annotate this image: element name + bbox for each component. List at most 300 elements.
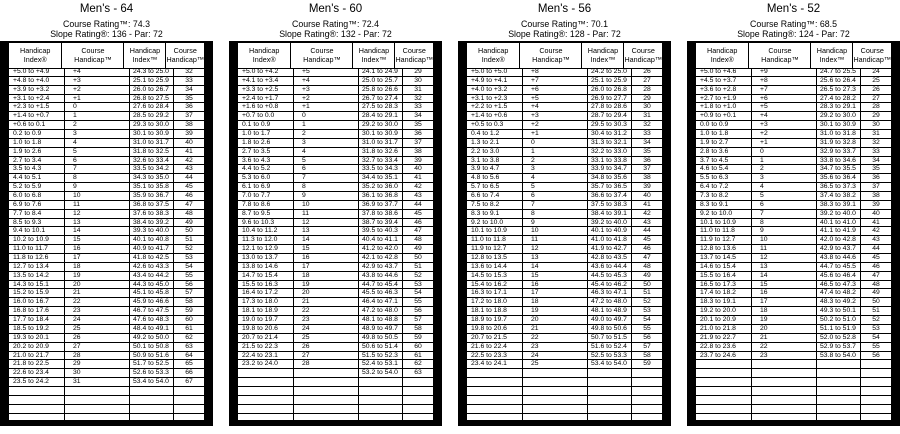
handicap-index-cell: 1.0 to 1.8 [696, 130, 752, 138]
table-row [9, 68, 204, 77]
handicap-index-cell: 1.0 to 1.8 [9, 139, 65, 147]
header-handicap-index-2: Handicap Index™ [582, 43, 624, 68]
table-header [467, 43, 662, 69]
handicap-index-cell: 25.1 to 25.9 [588, 77, 632, 85]
handicap-index-cell: 23.4 to 24.1 [467, 360, 523, 368]
handicap-index-cell: 26.9 to 27.7 [588, 95, 632, 103]
course-handicap-cell: 54 [185, 262, 193, 270]
table-row [238, 378, 433, 387]
course-handicap-cell [632, 378, 662, 386]
handicap-index-cell: +0.6 to 0.1 [9, 121, 65, 129]
course-handicap-cell: 52 [185, 245, 193, 253]
handicap-index-cell: 46.3 to 47.1 [588, 289, 632, 297]
table-row [467, 103, 662, 112]
header-course-handicap-2: Course Handicap™ [395, 46, 434, 64]
table-row [696, 86, 891, 95]
course-handicap-cell: 33 [414, 103, 422, 111]
handicap-index-cell: 50.6 to 51.4 [359, 343, 403, 351]
course-handicap-cell: 30 [872, 121, 880, 129]
table-row [696, 334, 891, 343]
handicap-index-cell: 23.7 to 24.6 [696, 352, 752, 360]
handicap-index-cell: 24.3 to 25.0 [130, 68, 174, 76]
right-border-bar [891, 43, 898, 424]
course-handicap-cell: 53 [872, 324, 880, 332]
handicap-index-cell [588, 405, 632, 413]
course-handicap-cell: 52 [414, 271, 422, 279]
handicap-index-cell: 12.8 to 13.6 [696, 245, 752, 253]
header-course-handicap: Course Handicap™ [291, 43, 353, 68]
course-handicap-cell: 22 [65, 298, 130, 306]
course-handicap-cell: 40 [185, 138, 193, 146]
table-row [696, 95, 891, 104]
course-handicap-cell: +8 [752, 77, 817, 85]
handicap-index-cell [238, 396, 294, 404]
course-handicap-cell [861, 378, 891, 386]
course-handicap-cell: 42 [643, 209, 651, 217]
handicap-index-cell: 21.0 to 21.8 [696, 325, 752, 333]
table-title: Men's - 52 [766, 3, 821, 15]
course-handicap-cell: 3 [294, 139, 359, 147]
handicap-index-cell: 28.7 to 29.4 [588, 112, 632, 120]
course-handicap-cell: 23 [752, 352, 817, 360]
course-handicap-cell: 51 [185, 236, 193, 244]
bottom-border-bar [2, 420, 211, 424]
handicap-index-cell: 52.5 to 53.3 [588, 352, 632, 360]
table-row [238, 68, 433, 77]
handicap-index-cell: 47.2 to 48.0 [359, 307, 403, 315]
course-handicap-cell: 47 [872, 271, 880, 279]
handicap-index-cell: 48.4 to 49.1 [130, 325, 174, 333]
handicap-index-cell: 44.7 to 45.4 [359, 281, 403, 289]
handicap-index-cell [9, 396, 65, 404]
table-row [696, 165, 891, 174]
handicap-index-cell: 6.6 to 7.4 [467, 192, 523, 200]
header-course-handicap-2: Course Handicap™ [853, 46, 892, 64]
course-handicap-cell: 1 [523, 148, 588, 156]
handicap-index-cell: 32.2 to 33.0 [588, 148, 632, 156]
course-handicap-cell: +4 [65, 68, 130, 76]
header-handicap-index-2: Handicap Index™ [124, 43, 166, 68]
handicap-index-cell: 9.6 to 10.3 [238, 219, 294, 227]
course-handicap-cell [861, 396, 891, 404]
table-row [238, 245, 433, 254]
table-row [696, 387, 891, 396]
handicap-index-cell: 30.4 to 31.2 [588, 130, 632, 138]
table-row [696, 192, 891, 201]
course-handicap-cell: 36 [185, 103, 193, 111]
handicap-index-cell: 28.4 to 29.1 [359, 112, 403, 120]
handicap-index-cell: 1.9 to 2.7 [696, 139, 752, 147]
table-row [696, 343, 891, 352]
handicap-index-cell: 36.6 to 37.4 [588, 192, 632, 200]
table-row [467, 254, 662, 263]
handicap-index-cell: 4.4 to 5.2 [238, 165, 294, 173]
course-handicap-cell: 44 [414, 200, 422, 208]
handicap-index-cell: 43.8 to 44.6 [817, 254, 861, 262]
header-course-handicap: Course Handicap™ [62, 43, 124, 68]
handicap-index-cell: 19.3 to 20.1 [9, 334, 65, 342]
course-handicap-cell: 11 [523, 236, 588, 244]
course-handicap-cell: 54 [643, 316, 651, 324]
handicap-index-cell: 11.0 to 11.8 [467, 236, 523, 244]
course-handicap-cell: 22 [294, 307, 359, 315]
table-row [238, 139, 433, 148]
table-row [696, 68, 891, 77]
handicap-index-cell: 41.2 to 42.0 [359, 245, 403, 253]
handicap-index-cell: 34.7 to 35.5 [817, 165, 861, 173]
course-handicap-cell: 14 [752, 272, 817, 280]
handicap-index-cell: 45.1 to 45.8 [130, 289, 174, 297]
handicap-table-panel [458, 0, 671, 434]
handicap-index-cell: 23.5 to 24.2 [9, 378, 65, 386]
handicap-index-cell: 29.2 to 30.0 [359, 121, 403, 129]
handicap-index-cell: 21.0 to 21.7 [9, 352, 65, 360]
header-handicap-index: Handicap Index® [9, 43, 62, 68]
handicap-index-cell [817, 369, 861, 377]
course-handicap-cell: 26 [65, 334, 130, 342]
handicap-index-cell: +5.0 to +4.6 [696, 68, 752, 76]
course-handicap-cell: 48 [185, 209, 193, 217]
table-row [696, 227, 891, 236]
course-handicap-cell: +5 [523, 95, 588, 103]
handicap-index-cell: 17.2 to 18.0 [467, 298, 523, 306]
course-handicap-cell [752, 405, 817, 413]
course-handicap-cell: 9 [523, 219, 588, 227]
table-row [9, 307, 204, 316]
handicap-index-cell: 43.6 to 44.4 [588, 263, 632, 271]
course-handicap-cell: 62 [414, 360, 422, 368]
handicap-index-cell: 19.8 to 20.6 [238, 325, 294, 333]
handicap-index-cell: 48.3 to 49.2 [817, 298, 861, 306]
table-row [9, 396, 204, 405]
table-body [238, 68, 433, 422]
course-handicap-cell: 43 [643, 218, 651, 226]
course-handicap-cell: 59 [414, 333, 422, 341]
handicap-index-cell: 47.2 to 48.0 [588, 298, 632, 306]
course-handicap-cell [632, 396, 662, 404]
course-handicap-cell: +4 [294, 77, 359, 85]
table-row [467, 272, 662, 281]
course-handicap-cell: 5 [752, 192, 817, 200]
handicap-index-cell: 6.9 to 7.6 [9, 201, 65, 209]
handicap-index-cell: 8.3 to 9.1 [696, 201, 752, 209]
course-handicap-cell [752, 369, 817, 377]
table-row [467, 174, 662, 183]
handicap-index-cell: 41.1 to 41.9 [817, 227, 861, 235]
handicap-index-cell: 48.9 to 49.7 [359, 325, 403, 333]
course-handicap-cell: +2 [523, 121, 588, 129]
handicap-index-cell: 5.3 to 6.0 [238, 174, 294, 182]
course-handicap-cell: 42 [414, 183, 422, 191]
handicap-index-cell: 1.8 to 2.6 [238, 139, 294, 147]
handicap-index-cell: 25.8 to 26.6 [359, 86, 403, 94]
course-handicap-cell: 46 [414, 218, 422, 226]
header-handicap-index-2: Handicap Index™ [811, 43, 853, 68]
table-row [696, 130, 891, 139]
course-handicap-cell [294, 369, 359, 377]
handicap-index-cell: 30.1 to 30.9 [817, 121, 861, 129]
handicap-index-cell: 4.8 to 5.6 [467, 174, 523, 182]
course-handicap-cell: 63 [414, 369, 422, 377]
course-handicap-cell: 37 [185, 112, 193, 120]
handicap-index-cell: 47.4 to 48.2 [817, 289, 861, 297]
course-handicap-cell: 35 [872, 165, 880, 173]
handicap-index-cell: +5.0 to +4.9 [9, 68, 65, 76]
course-handicap-cell: 56 [643, 333, 651, 341]
handicap-index-cell: 50.2 to 51.0 [817, 316, 861, 324]
header-handicap-index-2: Handicap Index™ [353, 43, 395, 68]
course-handicap-cell: 6 [523, 192, 588, 200]
course-handicap-cell: 33 [185, 76, 193, 84]
handicap-index-cell: 10.4 to 11.2 [238, 227, 294, 235]
table-row [696, 112, 891, 121]
table-row [9, 254, 204, 263]
course-handicap-cell: 55 [643, 324, 651, 332]
course-handicap-cell: 17 [294, 263, 359, 271]
table-row [9, 236, 204, 245]
course-handicap-cell: 17 [523, 289, 588, 297]
table-row [696, 307, 891, 316]
course-handicap-cell: 54 [872, 333, 880, 341]
course-handicap-cell: 37 [643, 165, 651, 173]
handicap-index-cell: 14.6 to 15.4 [696, 263, 752, 271]
course-rating: Course Rating™: 72.4 [291, 19, 380, 29]
table-row [467, 396, 662, 405]
course-handicap-cell: 20 [523, 316, 588, 324]
table-row [9, 352, 204, 361]
course-handicap-cell: 5 [523, 183, 588, 191]
handicap-index-cell [130, 405, 174, 413]
course-handicap-cell [523, 378, 588, 386]
course-handicap-cell [294, 396, 359, 404]
course-handicap-cell: 15 [294, 245, 359, 253]
header-course-handicap-2: Course Handicap™ [624, 46, 663, 64]
table-row [467, 334, 662, 343]
handicap-index-cell: 25.0 to 25.7 [359, 77, 403, 85]
table-row [9, 405, 204, 414]
course-handicap-cell: +5 [294, 68, 359, 76]
handicap-index-cell: 11.0 to 11.8 [696, 227, 752, 235]
course-handicap-cell: 17 [65, 254, 130, 262]
handicap-index-cell: 49.3 to 50.1 [817, 307, 861, 315]
table-row [696, 298, 891, 307]
handicap-index-cell: 8.3 to 9.1 [467, 210, 523, 218]
course-handicap-cell: 21 [752, 334, 817, 342]
handicap-table [229, 41, 442, 426]
handicap-index-cell: 3.1 to 3.8 [467, 157, 523, 165]
handicap-index-cell: 27.8 to 28.6 [588, 103, 632, 111]
handicap-index-cell: 22.4 to 23.1 [238, 352, 294, 360]
table-header [696, 43, 891, 69]
course-handicap-cell: +3 [294, 86, 359, 94]
handicap-index-cell: 13.5 to 14.2 [9, 272, 65, 280]
course-handicap-cell: 1 [294, 121, 359, 129]
table-row [467, 316, 662, 325]
handicap-index-cell [817, 396, 861, 404]
table-row [238, 281, 433, 290]
course-handicap-cell: 52 [643, 298, 651, 306]
course-handicap-cell: 46 [872, 262, 880, 270]
handicap-index-cell: 50.9 to 51.6 [130, 352, 174, 360]
handicap-index-cell [359, 378, 403, 386]
handicap-index-cell [696, 360, 752, 368]
course-handicap-cell: 21 [523, 325, 588, 333]
table-row [238, 272, 433, 281]
handicap-index-cell [359, 396, 403, 404]
table-row [9, 369, 204, 378]
handicap-index-cell: 0.0 to 0.9 [696, 121, 752, 129]
course-handicap-cell: 45 [872, 254, 880, 262]
course-handicap-cell: 39 [185, 130, 193, 138]
handicap-index-cell: 37.8 to 38.6 [359, 210, 403, 218]
course-handicap-cell: 53 [414, 280, 422, 288]
course-handicap-cell: 11 [752, 245, 817, 253]
course-handicap-cell: 41 [643, 200, 651, 208]
course-handicap-cell [65, 387, 130, 395]
course-handicap-cell: 2 [523, 157, 588, 165]
handicap-index-cell [817, 360, 861, 368]
course-handicap-cell: 39 [643, 183, 651, 191]
handicap-index-cell: 2.2 to 3.0 [467, 148, 523, 156]
handicap-index-cell: 21.8 to 22.5 [9, 360, 65, 368]
handicap-index-cell: 48.1 to 48.8 [359, 316, 403, 324]
course-handicap-cell: 19 [65, 272, 130, 280]
handicap-index-cell: 18.5 to 19.2 [9, 325, 65, 333]
handicap-index-cell: 51.6 to 52.4 [588, 343, 632, 351]
course-handicap-cell: 36 [643, 156, 651, 164]
handicap-index-cell: 27.6 to 28.4 [130, 103, 174, 111]
course-handicap-cell: 38 [414, 147, 422, 155]
table-row [9, 148, 204, 157]
course-handicap-cell: +3 [523, 112, 588, 120]
course-handicap-cell: 58 [185, 298, 193, 306]
handicap-index-cell: +3.1 to +2.4 [9, 95, 65, 103]
course-handicap-cell [65, 405, 130, 413]
handicap-index-cell: 42.1 to 42.8 [359, 254, 403, 262]
handicap-index-cell: 5.5 to 6.3 [696, 174, 752, 182]
handicap-index-cell: +3.1 to +2.3 [467, 95, 523, 103]
handicap-index-cell: 8.5 to 9.3 [9, 219, 65, 227]
course-handicap-cell: +3 [65, 77, 130, 85]
course-handicap-cell: 43 [185, 165, 193, 173]
table-row [9, 360, 204, 369]
handicap-index-cell: 53.2 to 54.0 [359, 369, 403, 377]
table-row [238, 254, 433, 263]
course-handicap-cell: 27 [294, 352, 359, 360]
table-row [696, 121, 891, 130]
course-handicap-cell: 38 [185, 121, 193, 129]
bottom-border-bar [689, 420, 898, 424]
handicap-index-cell: 13.8 to 14.6 [238, 263, 294, 271]
header-course-handicap: Course Handicap™ [520, 43, 582, 68]
table-row [467, 263, 662, 272]
table-row [696, 405, 891, 414]
handicap-index-cell: 16.4 to 17.2 [238, 289, 294, 297]
handicap-index-cell: +3.3 to +2.5 [238, 86, 294, 94]
course-handicap-cell: 45 [185, 183, 193, 191]
table-row [467, 360, 662, 369]
course-handicap-cell: 51 [643, 289, 651, 297]
slope-rating: Slope Rating®: 128 - Par: 72 [508, 29, 621, 39]
table-row [696, 139, 891, 148]
handicap-index-cell: 4.6 to 5.4 [696, 165, 752, 173]
table-row [467, 219, 662, 228]
handicap-index-cell: 46.4 to 47.1 [359, 298, 403, 306]
handicap-index-cell: 27.5 to 28.3 [359, 103, 403, 111]
table-row [467, 157, 662, 166]
handicap-index-cell: 47.6 to 48.3 [130, 316, 174, 324]
table-body [467, 68, 662, 422]
handicap-index-cell: 1.3 to 2.1 [467, 139, 523, 147]
course-handicap-cell: +8 [523, 68, 588, 76]
course-handicap-cell: 20 [294, 289, 359, 297]
handicap-index-cell [696, 387, 752, 395]
handicap-index-cell: 3.7 to 4.5 [696, 157, 752, 165]
handicap-index-cell: 42.6 to 43.3 [130, 263, 174, 271]
handicap-table [687, 41, 900, 426]
course-handicap-cell: 59 [643, 360, 651, 368]
handicap-index-cell: 26.7 to 27.4 [359, 95, 403, 103]
handicap-index-cell: 35.1 to 35.8 [130, 183, 174, 191]
handicap-index-cell: 7.8 to 8.6 [238, 201, 294, 209]
course-handicap-cell: 6 [752, 201, 817, 209]
handicap-index-cell: 53.4 to 54.0 [588, 360, 632, 368]
table-row [467, 77, 662, 86]
course-handicap-cell: 9 [752, 227, 817, 235]
handicap-index-cell [817, 378, 861, 386]
course-handicap-cell [403, 378, 433, 386]
table-row [9, 378, 204, 387]
handicap-index-cell: 49.2 to 50.0 [130, 334, 174, 342]
handicap-index-cell: 7.5 to 8.2 [467, 201, 523, 209]
course-handicap-cell: 61 [185, 324, 193, 332]
course-handicap-cell: 50 [643, 280, 651, 288]
handicap-index-cell: 19.8 to 20.6 [467, 325, 523, 333]
course-handicap-cell: 39 [872, 200, 880, 208]
handicap-index-cell: 44.5 to 45.3 [588, 272, 632, 280]
handicap-index-cell: 23.2 to 24.0 [238, 360, 294, 368]
table-row [238, 343, 433, 352]
handicap-index-cell: 43.8 to 44.6 [359, 272, 403, 280]
course-handicap-cell: 26 [294, 343, 359, 351]
course-handicap-cell: 48 [643, 262, 651, 270]
table-row [238, 95, 433, 104]
handicap-index-cell: 42.9 to 43.7 [817, 245, 861, 253]
table-row [238, 325, 433, 334]
course-handicap-cell: +6 [752, 95, 817, 103]
handicap-index-cell: +4.0 to +3.2 [467, 86, 523, 94]
handicap-index-cell [238, 387, 294, 395]
handicap-index-cell: +2.3 to +1.5 [9, 103, 65, 111]
handicap-index-cell: 34.3 to 35.0 [130, 174, 174, 182]
course-handicap-cell [65, 396, 130, 404]
handicap-index-cell: 7.7 to 8.4 [9, 210, 65, 218]
handicap-index-cell: 15.5 to 16.3 [238, 281, 294, 289]
course-handicap-cell: 4 [65, 139, 130, 147]
course-handicap-cell: 24 [294, 325, 359, 333]
course-handicap-cell: 21 [294, 298, 359, 306]
handicap-index-cell: 8.7 to 9.5 [238, 210, 294, 218]
table-row [238, 387, 433, 396]
course-handicap-cell: 63 [185, 342, 193, 350]
handicap-index-cell: +1.6 to +0.8 [238, 103, 294, 111]
handicap-index-cell: 51.1 to 51.9 [817, 325, 861, 333]
table-row [696, 236, 891, 245]
course-handicap-cell: 8 [65, 174, 130, 182]
table-row [696, 378, 891, 387]
course-handicap-cell: 46 [185, 192, 193, 200]
course-handicap-cell: 23 [65, 307, 130, 315]
